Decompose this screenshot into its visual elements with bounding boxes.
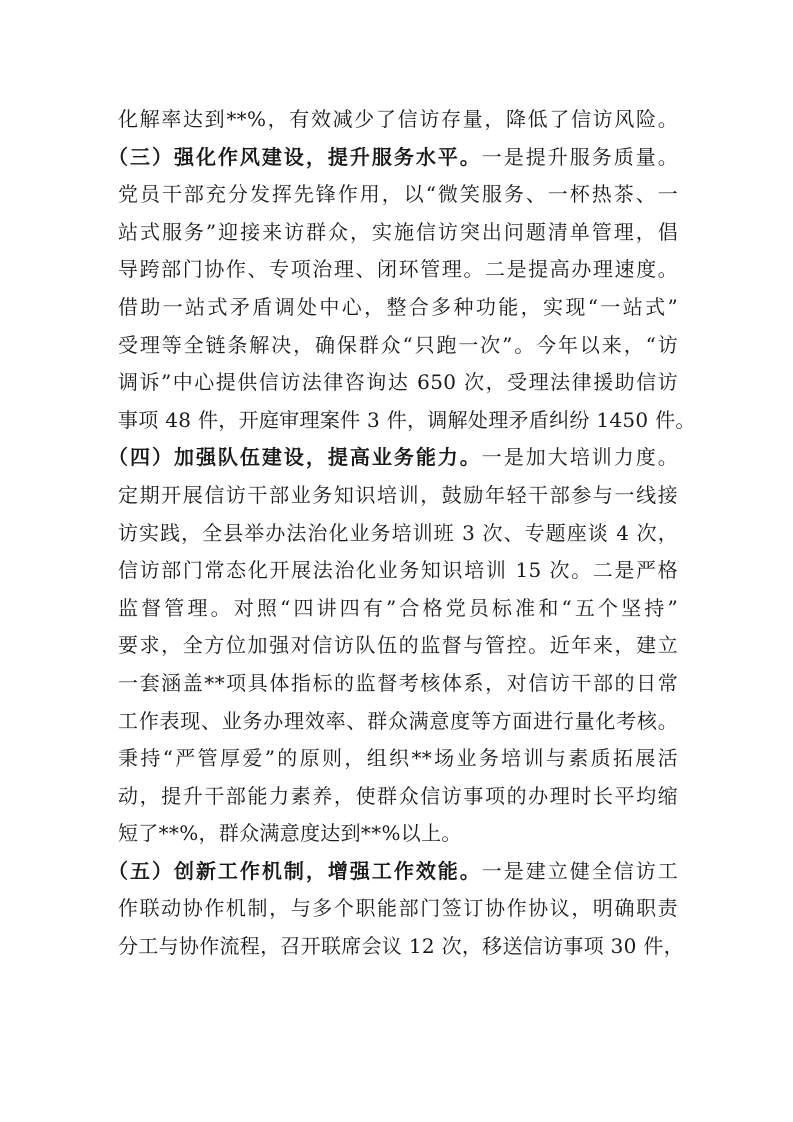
- paragraph-line: 短了**%，群众满意度达到**%以上。: [118, 821, 462, 846]
- paragraph-line: 站式服务”迎接来访群众，实施信访突出问题清单管理，倡: [118, 219, 678, 244]
- heading-continuation: 一是加大培训力度。: [481, 445, 678, 470]
- paragraph-line: 工作表现、业务办理效率、群众满意度等方面进行量化考核。: [118, 708, 678, 733]
- paragraph-line: 事项 48 件，开庭审理案件 3 件，调解处理矛盾纠纷 1450 件。: [118, 407, 696, 432]
- section-heading: （五）创新工作机制，增强工作效能。: [108, 858, 482, 883]
- paragraph-line: 定期开展信访干部业务知识培训，鼓励年轻干部参与一线接: [118, 482, 678, 507]
- section-heading-line: [108, 439, 678, 477]
- paragraph-line: 导跨部门协作、专项治理、闭环管理。二是提高办理速度。: [118, 257, 678, 282]
- paragraph-line: 化解率达到**%，有效减少了信访存量，降低了信访风险。: [118, 107, 678, 131]
- paragraph-line: 作联动协作机制，与多个职能部门签订协作协议，明确职责: [118, 896, 678, 921]
- paragraph-line: 秉持“严管厚爱”的原则，组织**场业务培训与素质拓展活: [118, 746, 678, 771]
- paragraph-line: 受理等全链条解决，确保群众“只跑一次”。今年以来，“访: [118, 332, 678, 357]
- section-heading-line: [108, 853, 678, 891]
- heading-continuation: 一是建立健全信访工: [481, 858, 678, 883]
- paragraph-line: 一套涵盖**项具体指标的监督考核体系，对信访干部的日常: [118, 670, 678, 695]
- paragraph-line: 动，提升干部能力素养，使群众信访事项的办理时长平均缩: [118, 783, 678, 808]
- paragraph-line: 借助一站式矛盾调处中心，整合多种功能，实现“一站式”: [118, 294, 678, 319]
- paragraph-line: 监督管理。对照“四讲四有”合格党员标准和“五个坚持”: [118, 595, 678, 620]
- heading-continuation: 一是提升服务质量。: [481, 144, 678, 169]
- section-heading: （三）强化作风建设，提升服务水平。: [108, 144, 482, 169]
- paragraph-line: 访实践，全县举办法治化业务培训班 3 次、专题座谈 4 次，: [118, 520, 678, 545]
- paragraph-line: 党员干部充分发挥先锋作用，以“微笑服务、一杯热茶、一: [118, 182, 678, 207]
- paragraph-line: 信访部门常态化开展法治化业务知识培训 15 次。二是严格: [118, 558, 678, 583]
- paragraph-line: 分工与协作流程，召开联席会议 12 次，移送信访事项 30 件，: [118, 934, 684, 959]
- paragraph-line: 要求，全方位加强对信访队伍的监督与管控。近年来，建立: [118, 633, 678, 658]
- section-heading: （四）加强队伍建设，提高业务能力。: [108, 445, 482, 470]
- section-heading-line: [108, 139, 678, 177]
- body-text: [108, 101, 696, 966]
- paragraph-line: 调诉”中心提供信访法律咨询达 650 次，受理法律援助信访: [118, 370, 678, 395]
